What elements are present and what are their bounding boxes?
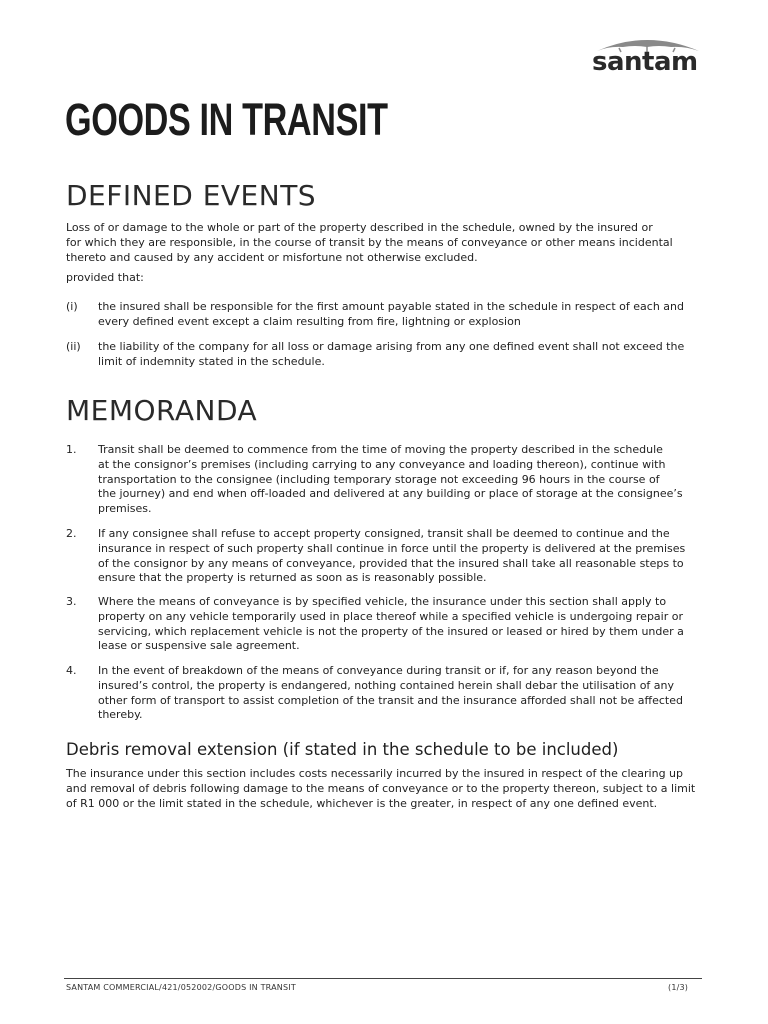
defined-events-heading: DEFINED EVENTS [66, 179, 317, 212]
text-line: In the event of breakdown of the means of conveyance during transit or if, for any reason beyond the [98, 664, 659, 677]
text-line: property on any vehicle temporarily used in place thereof while a specified vehicle is undergoing repair or [98, 609, 683, 623]
text-line: lease or suspensive sale agreement. [98, 639, 300, 653]
text-line: ensure that the property is returned as soon as is reasonably possible. [98, 571, 487, 585]
text-line: servicing, which replacement vehicle is not the property of the insured or leased or hired by them under a [98, 624, 684, 638]
text-line: Transit shall be deemed to commence from the time of moving the property described in the schedule [98, 443, 663, 456]
logo-wordmark: santam [592, 47, 698, 77]
text-line: premises. [98, 502, 152, 516]
list-marker: 1. [66, 443, 77, 456]
text-line: of the consignor by any means of conveyance, provided that the insured shall take all reasonable steps to [98, 556, 684, 570]
text-line: thereby. [98, 708, 143, 722]
footer-divider [64, 978, 702, 979]
provided-that-text: provided that: [66, 271, 144, 284]
text-line: of R1 000 or the limit stated in the schedule, whichever is the greater, in respect of any one defined event. [66, 796, 658, 810]
debris-heading: Debris removal extension (if stated in the schedule to be included) [66, 740, 619, 759]
text-line: the insured shall be responsible for the first amount payable stated in the schedule in respect of each and [98, 300, 684, 313]
footer-page-number: (1/3) [668, 983, 689, 992]
page-title: GOODS IN TRANSIT [65, 94, 388, 145]
text-line: thereto and caused by any accident or misfortune not otherwise excluded. [66, 250, 478, 264]
text-line: transportation to the consignee (including temporary storage not exceeding 96 hours in the course of [98, 472, 660, 486]
text-line: for which they are responsible, in the course of transit by the means of conveyance or other means incidental [66, 235, 673, 249]
list-marker: 2. [66, 527, 77, 540]
text-line: the liability of the company for all loss or damage arising from any one defined event shall not exceed the [98, 340, 685, 353]
defined-events-intro [66, 221, 673, 265]
text-line: Loss of or damage to the whole or part of the property described in the schedule, owned by the insured or [66, 221, 653, 234]
footer-document-reference: SANTAM COMMERCIAL/421/052002/GOODS IN TRANSIT [66, 983, 296, 992]
list-marker: (i) [66, 300, 78, 313]
text-line: If any consignee shall refuse to accept property consigned, transit shall be deemed to continue and the [98, 527, 670, 540]
text-line: Where the means of conveyance is by specified vehicle, the insurance under this section shall apply to [98, 595, 667, 608]
text-line: insured’s control, the property is endangered, nothing contained herein shall debar the utilisation of any [98, 678, 675, 692]
text-line: and removal of debris following damage to the means of conveyance or to the property thereon, subject to a limit [66, 781, 696, 795]
memoranda-heading: MEMORANDA [66, 394, 258, 427]
text-line: limit of indemnity stated in the schedule. [98, 354, 325, 368]
text-line: The insurance under this section includes costs necessarily incurred by the insured in respect of the clearing up [66, 767, 684, 780]
debris-text [66, 767, 695, 811]
text-line: at the consignor’s premises (including carrying to any conveyance and loading thereon), continue with [98, 457, 666, 471]
santam-logo [589, 33, 705, 77]
list-marker: 3. [66, 595, 77, 608]
text-line: every defined event except a claim resulting from fire, lightning or explosion [98, 314, 521, 328]
text-line: insurance in respect of such property shall continue in force until the property is delivered at the premises [98, 541, 686, 555]
text-line: the journey) and end when off-loaded and delivered at any building or place of storage at the consignee’s [98, 487, 683, 501]
list-marker: (ii) [66, 340, 81, 353]
list-marker: 4. [66, 664, 77, 677]
text-line: other form of transport to assist completion of the transit and the insurance afforded shall not be affected [98, 693, 683, 707]
